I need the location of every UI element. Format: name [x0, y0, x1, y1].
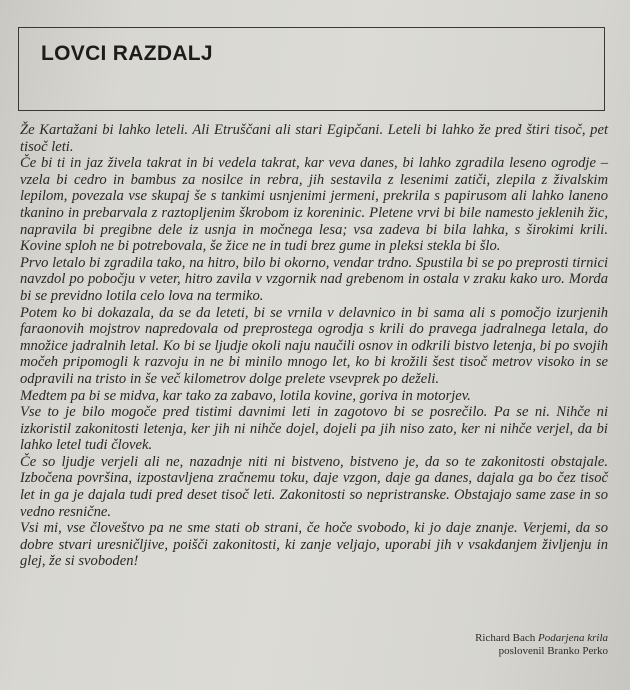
article-body — [20, 122, 608, 570]
paragraph: Medtem pa bi se midva, kar tako za zabavo, lotila kovine, goriva in motorjev. — [20, 387, 471, 404]
paragraph: Že Kartažani bi lahko leteli. Ali Etruščani ali stari Egipčani. Leteli bi lahko že pred štiri tisoč, pet tisoč leti. — [20, 122, 608, 155]
credit-book: Podarjena krila — [538, 632, 608, 644]
page-title: LOVCI RAZDALJ — [41, 42, 213, 65]
paragraph: Potem ko bi dokazala, da se da leteti, bi se vrnila v delavnico in bi sama ali s pomočjo izurjenih faraonovih mojstrov napredovala od preprostega ogrodja s krili do pravega jadralnega letala, do množice jadralnih letal. Ko bi se ljudje okoli naju naučili osnov in odkrili bistvo letenja, bi po svojih močeh pripomogli k razvoju in ne bi minilo mnogo let, ko bi krožili šest tisoč metrov visoko in se odpravili na tristo in še več kilometrov dolge prelete vsevprek po deželi. — [20, 304, 608, 387]
credit-translator: poslovenil Branko Perko — [498, 645, 608, 657]
paragraph: Če so ljudje verjeli ali ne, nazadnje niti ni bistveno, bistveno je, da so te zakonitosti obstajale. Izbočena površina, izpostavljena zračnemu toku, daje vzgon, daje ga danes, dajala ga bo čez tisoč let in ga je dajala tudi pred deset tisoč leti. Zakonitosti so nepristranske. Obstajajo same zase in so vedno resnične. — [20, 453, 608, 520]
credit-line-1 — [475, 632, 608, 645]
source-credit — [475, 632, 608, 658]
paragraph: Vsi mi, vse človeštvo pa ne sme stati ob strani, če hoče svobodo, ki jo daje znanje. Verjemi, da so dobre stvari uresničljive, poišči zakonitosti, ki zanje veljajo, uporabi jih v vsakdanjem življenju in glej, že si svoboden! — [20, 520, 608, 570]
title-box — [18, 27, 605, 111]
credit-author: Richard Bach — [475, 632, 536, 644]
paragraph: Prvo letalo bi zgradila tako, na hitro, bilo bi okorno, vendar trdno. Spustila bi se po preprosti tirnici navzdol po pobočju v veter, hitro zavila v vzgornik nad grebenom in ostala v zraku kako uro. Morda bi se previdno lotila celo lova na termiko. — [20, 254, 608, 304]
paragraph: Če bi ti in jaz živela takrat in bi vedela takrat, kar veva danes, bi lahko zgradila leseno ogrodje – vzela bi cedro in bambus za nosilce in rebra, jih sestavila z lesenimi zatiči, zlepila z živalskim lepilom, povezala vse skupaj še s tankimi usnjenimi jermeni, prekrila s papirusom ali lahko laneno tkanino in prebarvala z raztopljenim škrobom iz koreninic. Pletene vrvi bi bile namesto jeklenih žic, napravila bi pregibne dele iz usnja in močnega lesa; vsa zadeva bi bila lahka, s širokimi krili. Kovine sploh ne bi potrebovala, še žice ne in tudi brez gume in pleksi stekla bi šlo. — [20, 155, 608, 255]
paragraph: Vse to je bilo mogoče pred tistimi davnimi leti in zagotovo bi se posrečilo. Pa se ni. Nihče ni izkoristil zakonitosti letenja, ker jih ni nihče dojel, dojeli pa jih niso zato, ker ni nihče verjel, da bi lahko letel tudi človek. — [20, 404, 608, 454]
